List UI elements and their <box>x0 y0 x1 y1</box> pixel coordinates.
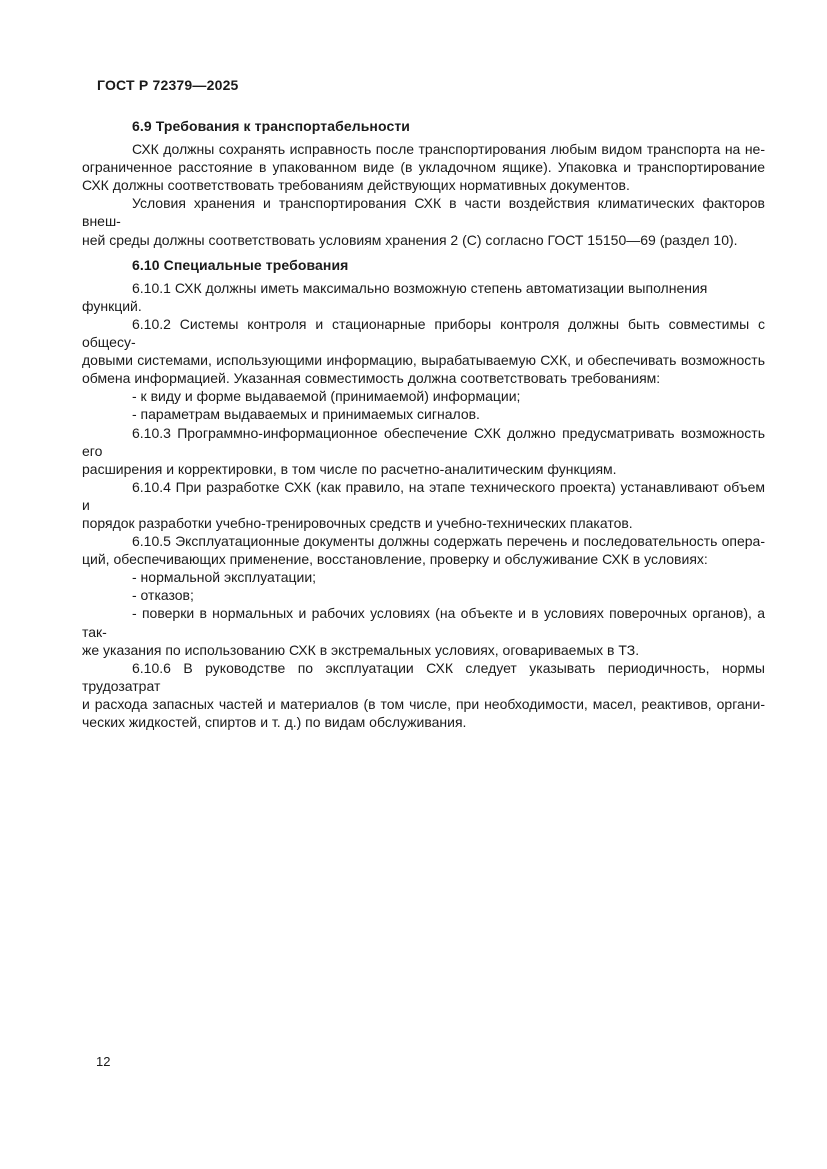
text-line: - к виду и форме выдаваемой (принимаемой) информации; <box>132 388 521 405</box>
text-line: Условия хранения и транспортирования СХК в части воздействия климатических факторов внеш- <box>82 195 765 230</box>
text-line: ций, обеспечивающих применение, восстановление, проверку и обслуживание СХК в условиях: <box>82 551 708 568</box>
text-line: ней среды должны соответствовать условиям хранения 2 (С) согласно ГОСТ 15150—69 (раздел 10). <box>82 231 738 248</box>
text-line: 6.10.2 Системы контроля и стационарные приборы контроля должны быть совместимы с общесу- <box>82 315 765 351</box>
text-line: ограниченное расстояние в упакованном виде (в укладочном ящике). Упаковка и транспортирование <box>82 159 765 176</box>
paragraph <box>82 659 765 731</box>
document-body <box>82 110 765 731</box>
page-number: 12 <box>96 1054 111 1069</box>
paragraph <box>82 279 765 315</box>
paragraph <box>82 194 765 248</box>
paragraph <box>82 315 765 387</box>
text-line: порядок разработки учебно-тренировочных средств и учебно-технических плакатов. <box>82 514 633 531</box>
text-line: - поверки в нормальных и рабочих условиях (на объекте и в условиях поверочных органов), а так- <box>82 605 765 640</box>
section-heading: 6.10 Специальные требования <box>132 256 349 273</box>
text-line: 6.10.4 При разработке СХК (как правило, на этапе технического проекта) устанавливают объем и <box>82 478 765 513</box>
paragraph <box>82 140 765 194</box>
text-line: же указания по использованию СХК в экстремальных условиях, оговариваемых в ТЗ. <box>82 641 640 658</box>
text-line: ческих жидкостей, спиртов и т. д.) по видам обслуживания. <box>82 714 467 730</box>
text-line: довыми системами, использующими информацию, вырабатываемую СХК, и обеспечивать возможность <box>82 352 765 369</box>
text-line: - отказов; <box>132 587 194 604</box>
text-line: 6.10.3 Программно-информационное обеспечение СХК должно предусматривать возможность его <box>82 424 765 459</box>
paragraph <box>82 478 765 532</box>
text-line: - нормальной эксплуатации; <box>132 569 317 586</box>
paragraph <box>82 604 765 658</box>
text-line: СХК должны сохранять исправность после транспортирования любым видом транспорта на не- <box>132 141 765 158</box>
paragraph <box>82 424 765 478</box>
paragraph <box>82 586 765 604</box>
text-line: 6.10.6 В руководстве по эксплуатации СХК следует указывать периодичность, нормы трудозатрат <box>82 659 765 694</box>
text-line: СХК должны соответствовать требованиям действующих нормативных документов. <box>82 177 630 194</box>
paragraph <box>82 405 765 423</box>
text-line: 6.10.5 Эксплуатационные документы должны содержать перечень и последовательность опера- <box>132 533 765 550</box>
paragraph <box>82 387 765 405</box>
section-heading: 6.9 Требования к транспортабельности <box>132 118 411 134</box>
text-line: обмена информацией. Указанная совместимость должна соответствовать требованиям: <box>82 370 661 387</box>
paragraph <box>82 532 765 568</box>
running-header: ГОСТ Р 72379—2025 <box>97 77 239 93</box>
paragraph <box>82 568 765 586</box>
text-line: 6.10.1 СХК должны иметь максимально возможную степень автоматизации выполнения функций. <box>82 279 708 314</box>
text-line: и расхода запасных частей и материалов (в том числе, при необходимости, масел, реактивов, органи- <box>82 695 765 712</box>
text-line: - параметрам выдаваемых и принимаемых сигналов. <box>132 406 480 423</box>
text-line: расширения и корректировки, в том числе по расчетно-аналитическим функциям. <box>82 460 617 477</box>
